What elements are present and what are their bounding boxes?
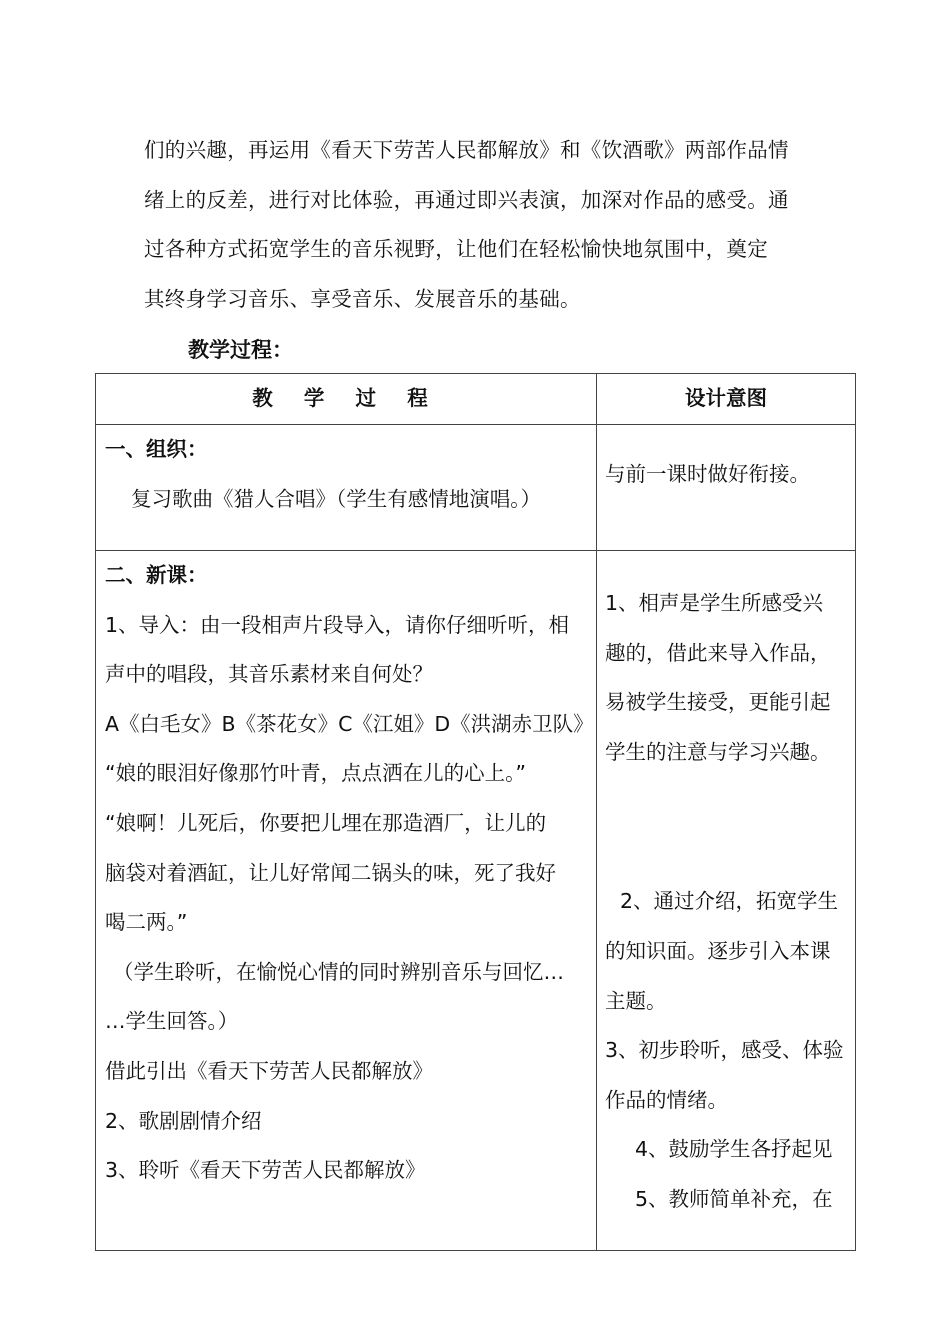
list-item: A《白毛女》B《茶花女》C《江姐》D《洪湖赤卫队》 [105,711,594,736]
list-item: 学生的注意与学习兴趣。 [605,739,831,764]
section-heading: 教学过程： [188,338,293,362]
organization-intent-text: 与前一课时做好衔接。 [605,462,810,486]
list-item: 1、导入：由一段相声片段导入，请你仔细听听，相 [105,612,570,637]
list-item: “娘啊！儿死后，你要把儿埋在那造酒厂，让儿的 [105,810,547,835]
list-item: 作品的情绪。 [605,1087,728,1112]
list-item: 4、鼓励学生各抒起见 [635,1137,833,1162]
list-item: 声中的唱段，其音乐素材来自何处？ [105,662,433,687]
list-item: 的知识面。逐步引入本课 [605,938,831,963]
intro-line: 们的兴趣，再运用《看天下劳苦人民都解放》和《饮酒歌》两部作品情 [144,138,789,162]
list-item: 主题。 [605,988,667,1013]
intro-paragraph [144,126,824,324]
list-item: 趣的，借此来导入作品， [605,640,831,665]
new-lesson-cell [96,551,597,1251]
intro-line: 绪上的反差，进行对比体验，再通过即兴表演，加深对作品的感受。通 [144,187,789,212]
list-item: …学生回答。） [105,1009,239,1034]
list-item: 2、歌剧剧情介绍 [105,1108,262,1133]
organization-cell [96,425,597,551]
header-teaching-process: 教 学 过 程 [96,374,597,425]
organization-text: 复习歌曲《猎人合唱》（学生有感情地演唱。） [131,486,541,511]
header-design-intent: 设计意图 [597,374,856,425]
list-item: 脑袋对着酒缸，让儿好常闻二锅头的味，死了我好 [105,860,556,885]
organization-title: 一、组织： [105,437,208,461]
list-item: 3、聆听《看天下劳苦人民都解放》 [105,1158,426,1183]
new-lesson-intent-cell [597,551,856,1251]
table-row [96,425,856,551]
list-item: 借此引出《看天下劳苦人民都解放》 [105,1058,433,1083]
list-item: 喝二两。” [105,910,188,935]
list-item: 1、相声是学生所感受兴 [605,591,824,615]
list-item: 3、初步聆听，感受、体验 [605,1038,844,1063]
table-row [96,551,856,1251]
list-item: 2、通过介绍，拓宽学生 [620,889,839,914]
organization-intent-cell [597,425,856,551]
intro-line: 其终身学习音乐、享受音乐、发展音乐的基础。 [144,286,581,311]
new-lesson-title: 二、新课： [105,563,208,587]
intro-line: 过各种方式拓宽学生的音乐视野，让他们在轻松愉快地氛围中，奠定 [144,237,768,261]
spacer [605,777,855,877]
list-item: （学生聆听，在愉悦心情的同时辨别音乐与回忆… [113,959,564,984]
list-item: “娘的眼泪好像那竹叶青，点点洒在儿的心上。” [105,761,526,786]
teaching-process-table [95,373,856,1251]
table-header-row [96,374,856,425]
list-item: 易被学生接受，更能引起 [605,690,831,715]
list-item: 5、教师简单补充，在 [635,1186,833,1211]
